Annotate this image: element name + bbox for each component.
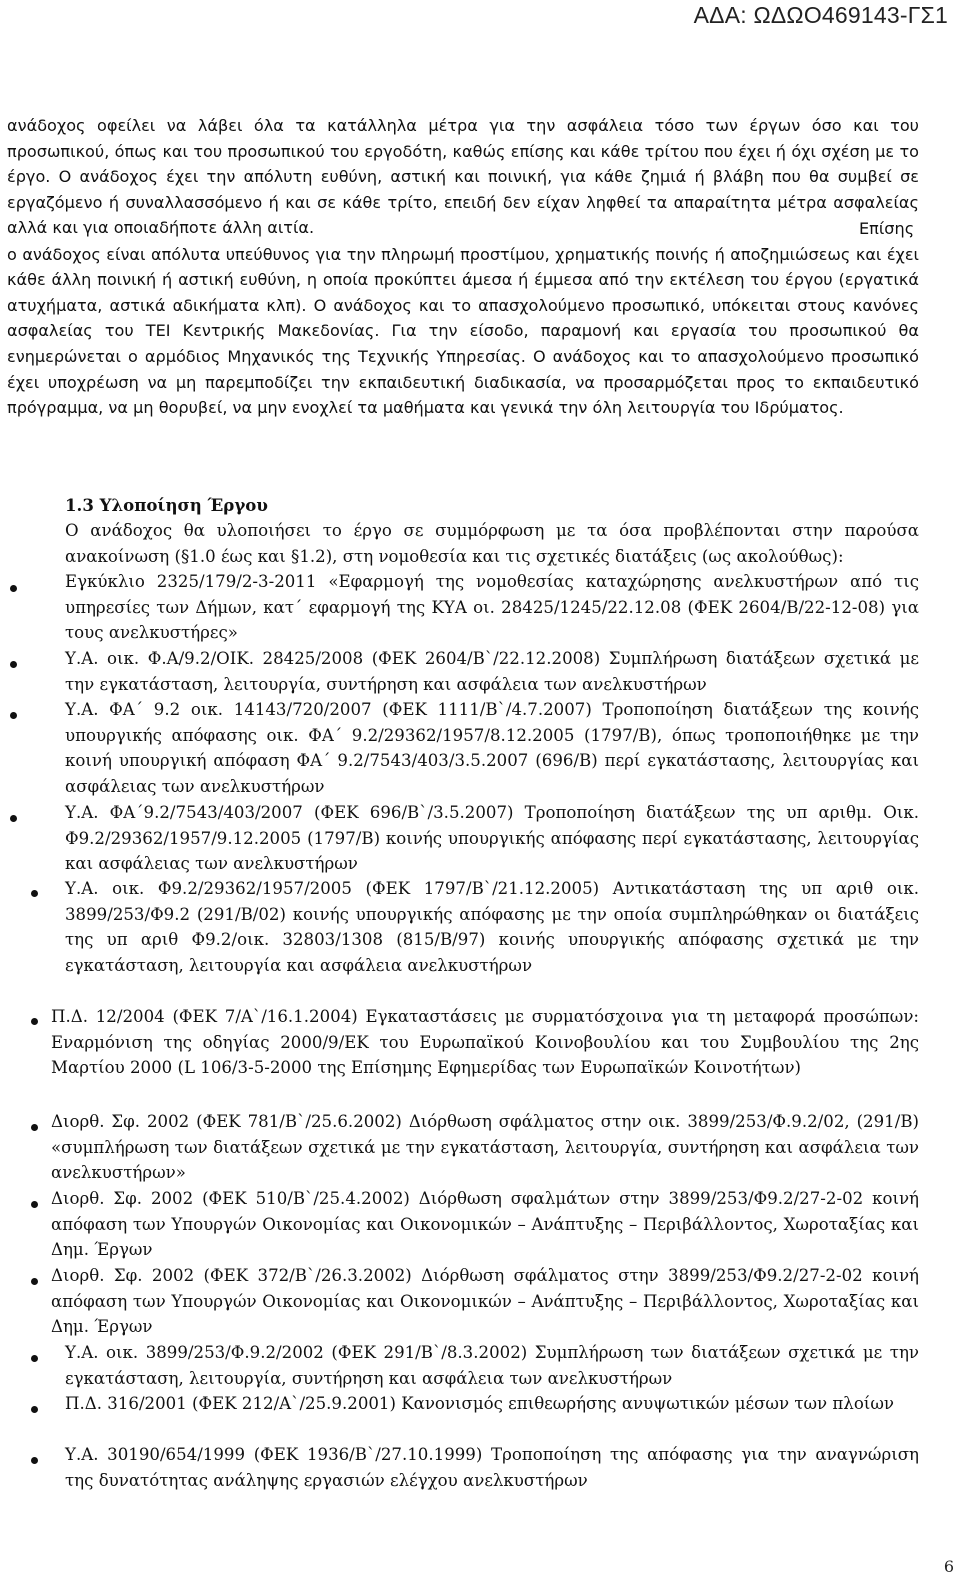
bullet-icon	[31, 1018, 38, 1025]
ada-code: ΑΔΑ: ΩΔΩΟ469143-ΓΣ1	[693, 2, 948, 28]
bullet-icon	[10, 815, 17, 822]
bullet-icon	[31, 890, 38, 897]
bullet-icon	[31, 1457, 38, 1464]
bullet-icon	[10, 712, 17, 719]
bullet-icon	[10, 585, 17, 592]
bullet-icon	[31, 1201, 38, 1208]
intro-paragraph: ανάδοχος οφείλει να λάβει όλα τα κατάλληλα μέτρα για την ασφάλεια τόσο των έργων όσο και του προσωπικού, όπως και του προσωπικού του εργοδότη, καθώς επίσης και κάθε τρίτου που έχει ή όχι σχέση με το έργο. Ο ανάδοχος έχει την απόλυτη ευθύνη, αστική και ποινική, για κάθε ζημιά ή βλάβη που θα συμβεί σε εργαζόμενο ή συναλλασσόμενο ή και σε κάθε τρίτο, επειδή δεν είχαν ληφθεί τα απαραίτητα μέτρα ασφαλείας αλλά και για οποιαδήποτε άλλη αιτία.	[7, 116, 919, 238]
bullet-icon	[10, 661, 17, 668]
page-number: 6	[943, 1557, 954, 1576]
bullet-icon	[31, 1355, 38, 1362]
bullet-icon	[31, 1278, 38, 1285]
document-page: ΑΔΑ: ΩΔΩΟ469143-ΓΣ1 ανάδοχος οφείλει να λάβει όλα τα κατάλληλα μέτρα για την ασφάλεια τόσο των έργων όσο και του προσωπικού, όπως και του προσωπικού του εργοδότη, καθώς επίσης και κάθε τρίτου που έχει ή όχι σχέση με το έργο. Ο ανάδοχος έχει την απόλυτη ευθύνη, αστική και ποινική, για κάθε ζημιά ή βλάβη που θα συμβεί σε εργαζόμενο ή συναλλασσόμενο ή και σε κάθε τρίτο, επειδή δεν είχαν ληφθεί τα απαραίτητα μέτρα ασφαλείας αλλά και για οποιαδήποτε άλλη αιτία. Επίσης ο ανάδοχος είναι απόλυτα υπεύθυνος για την πληρωμή προστίμου, χρηματικής ποινής ή αποζημιώσεως και έχει κάθε άλλη ποινική ή αστική ευθύνη, η οποία προκύπτει άμεσα ή έμμεσα από την εκτέλεση του έργου (εργατικά ατυχήματα, αστικά αδικήματα κλπ). Ο ανάδοχος και το απασχολούμενο προσωπικό, υπόκειται στους κανόνες ασφαλείας του ΤΕΙ Κεντρικής Μακεδονίας. Για την είσοδο, παραμονή και εργασία του προσωπικού θα ενημερώνεται ο αρμόδιος Μηχανικός της Τεχνικής Υπηρεσίας. Ο ανάδοχος και το απασχολούμενο προσωπικό έχει υποχρέωση να μη παρεμποδίζει την εκπαιδευτική διαδικασία, να προσαρμόζεται προς το εκπαιδευτικό πρόγραμμα, να μη θορυβεί, να μην ενοχλεί τα μαθήματα και γενικά την όλη λειτουργία του Ιδρύματος. 1.3 Υλοποίηση Έργου Ο ανάδοχος θα υλοποιήσει το έργο σε συμμόρφωση με τα όσα προβλέπονται στην παρούσα ανακοίνωση (§1.0 έως και §1.2), στη νομοθεσία και τις σχετικές διατάξεις (ως ακολούθως): Εγκύκλιο 2325/179/2-3-2011 «Εφαρμογή της νομοθεσίας καταχώρησης ανελκυστήρων από τις υπηρεσίες των Δήμων, κατ΄ εφαρμογή της ΚΥΑ οι. 28425/1245/22.12.08 (ΦΕΚ 2604/Β/22-12-08) για τους ανελκυστήρες» Υ.Α. οικ. Φ.Α/9.2/ΟΙΚ. 28425/2008 (ΦΕΚ 2604/Β`/22.12.2008) Συμπλήρωση διατάξεων σχετικά με την εγκατάσταση, λειτουργία, συντήρηση και ασφάλεια των ανελκυστήρων Υ.Α. ΦΑ΄ 9.2 οικ. 14143/720/2007 (ΦΕΚ 1111/Β`/4.7.2007) Τροποποίηση διατάξεων της κοινής υπουργικής απόφασης οικ. ΦΑ΄ 9.2/29362/1957/8.12.2005 (1797/Β), όπως τροποποιήθηκε με την κοινή υπουργική απόφαση ΦΑ΄ 9.2/7543/403/3.5.2007 (696/Β) περί εγκατάστασης, λειτουργίας και ασφάλειας των ανελκυστήρων Υ.Α. ΦΑ΄9.2/7543/403/2007 (ΦΕΚ 696/Β`/3.5.2007) Τροποποίηση διατάξεων της υπ αριθμ. Οικ. Φ9.2/29362/1957/9.12.2005 (1797/Β) κοινής υπουργικής απόφασης περί εγκατάστασης, λειτουργίας και ασφάλειας των ανελκυστήρων Υ.Α. οικ. Φ9.2/29362/1957/2005 (ΦΕΚ 1797/Β`/21.12.2005) Αντικατάσταση της υπ αριθ οικ. 3899/253/Φ9.2 (291/Β/02) κοινής υπουργικής απόφασης με την οποία συμπληρώθηκαν οι διατάξεις της υπ αριθ Φ9.2/οικ. 32803/1308 (815/Β/97) κοινής υπουργικής απόφασης σχετικά με την εγκατάσταση, λειτουργία και ασφάλεια ανελκυστήρων Π.Δ. 12/2004 (ΦΕΚ 7/Α`/16.1.2004) Εγκαταστάσεις με συρματόσχοινα για τη μεταφορά προσώπων: Εναρμόνιση της οδηγίας 2000/9/ΕΚ του Ευρωπαϊκού Κοινοβουλίου και του Συμβουλίου της 2ης Μαρτίου 2000 (L 106/3-5-2000 της Επίσημης Εφημερίδας των Ευρωπαϊκών Κοινοτήτων) Διορθ. Σφ. 2002 (ΦΕΚ 781/Β`/25.6.2002) Διόρθωση σφάλματος στην οικ. 3899/253/Φ.9.2/02, (291/Β) «συμπλήρωση των διατάξεων σχετικά με την εγκατάσταση, λειτουργία, συντήρηση και ασφάλεια των ανελκυστήρων» Διορθ. Σφ. 2002 (ΦΕΚ 510/Β`/25.4.2002) Διόρθωση σφαλμάτων στην 3899/253/Φ9.2/27-2-02 κοινή απόφαση των Υπουργών Οικονομίας και Οικονομικών – Ανάπτυξης – Περιβάλλοντος, Χωροταξίας και Δημ. Έργων Διορθ. Σφ. 2002 (ΦΕΚ 372/Β`/26.3.2002) Διόρθωση σφάλματος στην 3899/253/Φ9.2/27-2-02 κοινή απόφαση των Υπουργών Οικονομίας και Οικονομικών – Ανάπτυξης – Περιβάλλοντος, Χωροταξίας και Δημ. Έργων Υ.Α. οικ. 3899/253/Φ.9.2/2002 (ΦΕΚ 291/Β`/8.3.2002) Συμπλήρωση των διατάξεων σχετικά με την εγκατάσταση, λειτουργία, συντήρηση και ασφάλεια των ανελκυστήρων Π.Δ. 316/2001 (ΦΕΚ 212/Α`/25.9.2001) Κανονισμός επιθεωρήσης ανυψωτικών μέσων των πλοίων Υ.Α. 30190/654/1999 (ΦΕΚ 1936/Β`/27.10.1999) Τροποποίηση της απόφασης για την αναγνώριση της δυνατότητας ανάληψης εργασιών ελέγχου ανελκυστήρων 6	[7, 2, 954, 1576]
liability-paragraph: Επίσης ο ανάδοχος είναι απόλυτα υπεύθυνος για την πληρωμή προστίμου, χρηματικής ποινής ή αποζημιώσεως και έχει κάθε άλλη ποινική ή αστική ευθύνη, η οποία προκύπτει άμεσα ή έμμεσα από την εκτέλεση του έργου (εργατικά ατυχήματα, αστικά αδικήματα κλπ). Ο ανάδοχος και το απασχολούμενο προσωπικό, υπόκειται στους κανόνες ασφαλείας του ΤΕΙ Κεντρικής Μακεδονίας. Για την είσοδο, παραμονή και εργασία του προσωπικού θα ενημερώνεται ο αρμόδιος Μηχανικός της Τεχνικής Υπηρεσίας. Ο ανάδοχος και το απασχολούμενο προσωπικό έχει υποχρέωση να μη παρεμποδίζει την εκπαιδευτική διαδικασία, να προσαρμόζεται προς το εκπαιδευτικό πρόγραμμα, να μη θορυβεί, να μην ενοχλεί τα μαθήματα και γενικά την όλη λειτουργία του Ιδρύματος.	[7, 219, 919, 418]
bullet-icon	[31, 1406, 38, 1413]
section-intro: Ο ανάδοχος θα υλοποιήσει το έργο σε συμμόρφωση με τα όσα προβλέπονται στην παρούσα ανακοίνωση (§1.0 έως και §1.2), στη νομοθεσία και τις σχετικές διατάξεις (ως ακολούθως):	[65, 521, 919, 566]
bullet-icon	[31, 1124, 38, 1131]
section-heading: 1.3 Υλοποίηση Έργου	[65, 495, 268, 515]
